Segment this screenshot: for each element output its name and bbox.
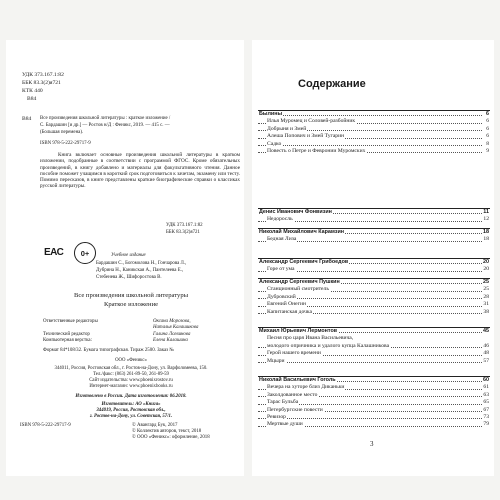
credit-role: Ответственные редакторы xyxy=(43,319,98,324)
author-mark: В84 xyxy=(27,96,37,102)
contents-entry-title: Николай Михайлович Карамзин xyxy=(259,229,345,235)
contents-title: Содержание xyxy=(298,78,366,90)
format-line: Формат 84*108/32. Бумага типографская. Тираж 2500. Заказ № xyxy=(43,348,174,353)
contents-entry-page: 25 xyxy=(483,286,489,293)
isbn-bottom: ISBN 978-5-222-29717-9 xyxy=(20,423,71,428)
contents-entry-title: Герой нашего времени xyxy=(267,350,321,357)
author-mark-2: В84 xyxy=(22,116,32,122)
age-rating-badge: 0+ xyxy=(74,242,96,264)
contents-entry-row xyxy=(258,414,490,421)
contents-entry-page: 57 xyxy=(483,357,489,364)
contents-entry-title: Повесть о Петре и Февронии Муромских xyxy=(267,147,366,154)
contents-entry-row xyxy=(258,309,490,316)
contents-entry-title: Добрыня и Змей xyxy=(267,125,307,132)
contents-entry-title: Евгений Онегин xyxy=(267,301,306,308)
contents-section xyxy=(258,110,490,155)
contents-section xyxy=(258,327,490,365)
contents-entry-page: 38 xyxy=(483,308,489,315)
contents-author-row xyxy=(258,328,490,335)
copyright-1: © Авангард Бук, 2017 xyxy=(132,423,178,428)
contents-entry-row xyxy=(258,118,490,125)
contents-author-row xyxy=(258,229,490,236)
ktk-code: КТК 440 xyxy=(22,88,43,94)
contents-entry-page: 60 xyxy=(483,377,489,383)
address-line: 344011, Россия, Ростовская обл., г. Ростов-на-Дону, ул. Варфоломеева, 150. xyxy=(54,366,208,371)
contents-entry-page: 31 xyxy=(483,301,489,308)
contents-entry-page: 67 xyxy=(483,406,489,413)
book-title: Все произведения школьной литературы xyxy=(73,292,189,299)
contents-entry-row xyxy=(258,399,490,406)
credit-role: Компьютерная верстка: xyxy=(43,338,92,343)
contents-author-row xyxy=(258,259,490,266)
contents-author-row xyxy=(258,209,490,216)
contents-entry-title: Петербургские повести xyxy=(267,406,323,413)
leader-dots xyxy=(258,418,482,419)
contents-entry-title: Капитанская дочка xyxy=(267,308,313,315)
manufacturer-line-1: Изготовитель: АО «Книга» xyxy=(101,402,161,407)
contents-entry-row xyxy=(258,286,490,293)
contents-entry-page: 63 xyxy=(483,391,489,398)
contents-entry-row xyxy=(258,350,490,357)
contents-entry-page: 61 xyxy=(483,384,489,391)
contents-entry-page: 20 xyxy=(483,266,489,273)
contents-entry-title: Мертвые души xyxy=(267,421,303,428)
contents-entry-row xyxy=(258,358,490,365)
manufacturer-line-3: г. Ростов-на-Дону, ул. Советская, 57/1. xyxy=(89,414,173,419)
contents-entry-title: Былины xyxy=(259,111,283,117)
contents-entry-title: Тарас Бульба xyxy=(267,399,299,406)
contents-entry-page: 6 xyxy=(486,111,489,117)
contents-entry-page: 79 xyxy=(483,421,489,428)
eac-mark: ЕАС xyxy=(44,247,64,258)
contents-entry-row xyxy=(258,236,490,243)
contents-entry-page: 9 xyxy=(486,147,489,154)
contents-entry-row xyxy=(258,301,490,308)
contents-entry-row xyxy=(258,148,490,155)
udk-code-2: УДК 373.167.1:82 xyxy=(166,223,203,228)
copyright-2: © Коллектив авторов, текст, 2018 xyxy=(132,429,202,434)
copyright-3: © ООО «Феникс»: оформление, 2018 xyxy=(132,435,210,440)
contents-entry-page: 48 xyxy=(483,350,489,357)
contents-entry-title: Александр Сергеевич Пушкин xyxy=(259,279,340,285)
credit-name: Галина Логвинова xyxy=(153,332,191,337)
credit-row xyxy=(43,338,203,344)
contents-entry-page: 18 xyxy=(483,236,489,243)
credit-name: Елена Калашина xyxy=(153,338,188,343)
contents-entry-page: 25 xyxy=(483,279,489,285)
contents-entry-title: молодого опричника и удалого купца Калашникова xyxy=(267,342,390,349)
made-in-line: Изготовлено в России. Дата изготовления: 06.2018. xyxy=(75,394,187,399)
leader-dots xyxy=(258,362,482,363)
contents-entry-title: Песня про царя Ивана Васильевича, xyxy=(267,335,354,342)
imprint-page xyxy=(6,40,244,476)
contents-section xyxy=(258,258,490,274)
contents-entry-page: 20 xyxy=(483,259,489,265)
contents-entry-page: 18 xyxy=(483,229,489,235)
contents-entry-row xyxy=(258,421,490,428)
leader-dots xyxy=(258,145,482,146)
credit-role: Технический редактор xyxy=(43,332,90,337)
phone-line: Тел./факс: (863) 261-89-50, 261-89-59 xyxy=(93,372,169,377)
contents-entry-title: Дубровский xyxy=(267,293,296,300)
contents-entry-page: 11 xyxy=(483,209,489,215)
contents-section xyxy=(258,228,490,244)
contents-entry-row xyxy=(258,133,490,140)
isbn: ISBN 978-5-222-29717-9 xyxy=(40,141,91,146)
contents-entry-page: 6 xyxy=(486,118,489,125)
contents-entry-title: Садко xyxy=(267,140,282,147)
contents-entry-page: 45 xyxy=(483,328,489,334)
manufacturer-line-2: 344019, Россия, Ростовская обл., xyxy=(96,408,166,413)
contents-entry-title: Николай Васильевич Гоголь xyxy=(259,377,336,383)
bbk-code: ББК 83.3(2)я721 xyxy=(22,80,61,86)
shop-line: Интернет-магазин: www.phoenixbooks.ru xyxy=(89,384,173,389)
contents-entry-page: 6 xyxy=(486,133,489,140)
book-subtitle: Краткое изложение xyxy=(103,301,159,308)
annotation: Книга включает основные произведения школьной литературы в кратком изложении, подобранные в соответствии с программой ФГОС. Кроме обязательных произведений, в книгу добавлено и материалы для факультативного чтения. Данное пособие поможет учащимся в короткий срок подготовиться к зачетам, экзамену или тесту. Помимо пересказов, в книге представлены краткие биографические справки о классиках русской литературы. xyxy=(40,152,240,190)
leader-dots xyxy=(258,115,482,116)
udk-code: УДК 373.167.1:82 xyxy=(22,72,64,78)
contents-entry-page: 65 xyxy=(483,399,489,406)
citation-line-1: Все произведения школьной литературы : краткое изложение / xyxy=(40,116,171,121)
contents-entry-page: 8 xyxy=(486,140,489,147)
authors-line-1: Бардашин С., Богомолова Н., Гончарова Л., xyxy=(96,261,187,266)
contents-entry-title: Вечера на хуторе близ Диканьки xyxy=(267,384,345,391)
contents-entry-title: Михаил Юрьевич Лермонтов xyxy=(259,328,338,334)
contents-entry-title: Бедная Лиза xyxy=(267,236,297,243)
contents-entry-title: Алеша Попович и Змей Тугарин xyxy=(267,133,345,140)
contents-section xyxy=(258,376,490,429)
contents-entry-page: 28 xyxy=(483,293,489,300)
edition-label: Учебное издание xyxy=(111,253,146,258)
contents-entry-title: Заколдованное место xyxy=(267,391,318,398)
bbk-code-2: ББК 83.3(2)я721 xyxy=(166,230,200,235)
contents-entry-row xyxy=(258,384,490,391)
citation-line-3: (Большая перемена). xyxy=(40,130,84,135)
contents-entry-title: Илья Муромец и Соловей-разбойник xyxy=(267,118,356,125)
citation-line-2: С. Бардашин [и др.] — Ростов н/Д : Феникс, 2019. — 415 с. — xyxy=(40,123,170,128)
credit-name: Наталья Калашикова xyxy=(153,325,199,330)
site-line: Сайт издательства: www.phoenixrostov.ru xyxy=(89,378,173,383)
authors-line-2: Дубрина Н., Каникская А., Пантелеева Е., xyxy=(96,268,184,273)
contents-entry-row xyxy=(258,216,490,223)
contents-entry-title: Недоросль xyxy=(267,216,293,223)
contents-entry-title: Ревизор xyxy=(267,413,286,420)
contents-entry-row xyxy=(258,141,490,148)
contents-section xyxy=(258,278,490,316)
contents-entry-page: 46 xyxy=(483,342,489,349)
contents-entry-title: Денис Иванович Фонвизин xyxy=(259,209,332,215)
contents-entry-title: Горе от ума xyxy=(267,266,295,273)
contents-entry-title: Мцыри xyxy=(267,357,285,364)
contents-entry-page: 73 xyxy=(483,413,489,420)
credit-name: Оксана Морозова, xyxy=(153,319,191,324)
contents-entry-row xyxy=(258,266,490,273)
contents-entry-title: Александр Сергеевич Грибоедов xyxy=(259,259,349,265)
contents-entry-page: 6 xyxy=(486,125,489,132)
contents-section xyxy=(258,208,490,224)
page-number: 3 xyxy=(370,440,374,448)
contents-entry-page: 12 xyxy=(483,216,489,223)
authors-line-3: Стебенева Ж., Шифоростова В. xyxy=(96,275,162,280)
contents-entry-row xyxy=(258,407,490,414)
publisher-name: ООО «Феникс» xyxy=(115,358,147,363)
contents-entry-title: Станционный смотритель xyxy=(267,286,329,293)
contents-entry-row xyxy=(258,335,490,342)
contents-page xyxy=(252,40,494,476)
